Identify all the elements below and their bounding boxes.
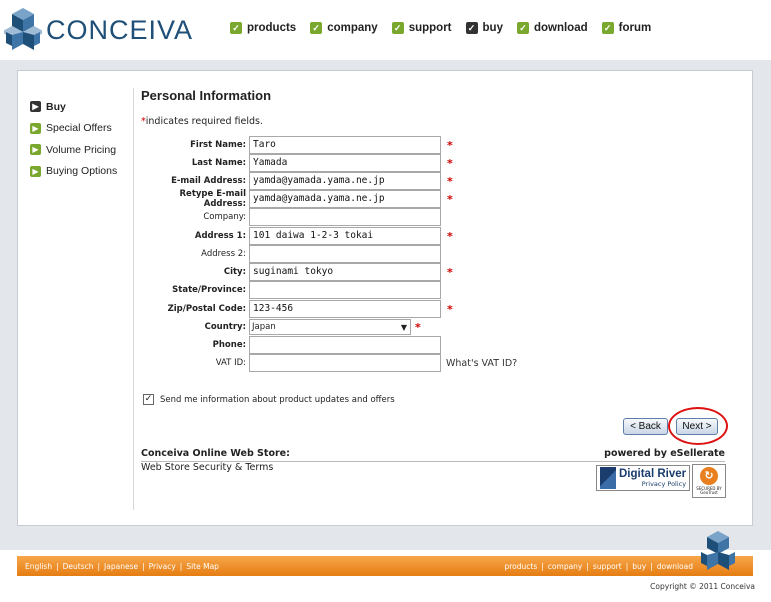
footer-link-download[interactable]: download — [656, 561, 693, 571]
footer-bar — [17, 556, 753, 576]
geotrust-icon: ↻ — [700, 467, 718, 485]
sidebar-divider — [133, 88, 134, 510]
check-icon: ✓ — [466, 22, 478, 34]
next-button[interactable]: Next > — [676, 418, 718, 435]
sidebar-item-volume-pricing[interactable]: ▶ Volume Pricing — [30, 139, 117, 161]
email-label: E-mail Address: — [171, 176, 246, 186]
footer-link-japanese[interactable]: Japanese — [104, 561, 139, 571]
check-icon: ✓ — [392, 22, 404, 34]
geotrust-text: SECURED BY GeoTrust — [696, 485, 722, 495]
nav-download[interactable]: ✓ download — [517, 22, 588, 34]
country-value: Japan — [252, 322, 276, 332]
form-row-first-name — [141, 136, 453, 154]
page-title: Personal Information — [141, 88, 272, 103]
form-row-email — [141, 172, 453, 190]
form-row-retype-email — [141, 190, 453, 208]
footer-link-deutsch[interactable]: Deutsch — [62, 561, 94, 571]
footer-link-support[interactable]: support — [592, 561, 622, 571]
arrow-right-icon: ▶ — [30, 101, 41, 112]
footer-link-privacy[interactable]: Privacy — [148, 561, 176, 571]
required-star: * — [447, 174, 453, 188]
digital-river-icon — [600, 467, 616, 489]
store-name: Conceiva Online Web Store: — [141, 448, 290, 459]
city-field[interactable]: suginami tokyo — [249, 263, 441, 281]
last-name-label: Last Name: — [191, 158, 246, 168]
powered-by[interactable]: powered by eSellerate — [604, 448, 725, 459]
nav-support[interactable]: ✓ support — [392, 22, 452, 34]
check-icon: ✓ — [517, 22, 529, 34]
required-star: * — [447, 229, 453, 243]
zip-field[interactable]: 123-456 — [249, 300, 441, 318]
required-note: *indicates required fields. — [141, 116, 263, 127]
chevron-down-icon[interactable]: ▼ — [400, 322, 408, 332]
zip-label: Zip/Postal Code: — [167, 304, 246, 314]
address-2-field[interactable] — [249, 245, 441, 263]
sidebar-item-buy[interactable]: ▶ Buy — [30, 96, 117, 118]
digital-river-badge[interactable] — [596, 465, 690, 491]
digital-river-name: Digital River — [619, 468, 687, 480]
check-icon: ✓ — [230, 22, 242, 34]
required-star: * — [447, 192, 453, 206]
footer-link-english[interactable]: English — [25, 561, 53, 571]
nav-company[interactable]: ✓ company — [310, 22, 378, 34]
vat-field[interactable] — [249, 354, 441, 372]
privacy-policy-link[interactable]: Privacy Policy — [641, 479, 687, 488]
sidebar — [30, 96, 117, 182]
footer-left-links: English | Deutsch | Japanese | Privacy | Site Map — [25, 561, 219, 571]
state-label: State/Province: — [172, 285, 246, 295]
phone-label: Phone: — [212, 340, 246, 350]
brand-name: CONCEIVA — [46, 14, 194, 45]
footer-right-links: products | company | support | buy | download — [504, 561, 693, 571]
footer-link-company[interactable]: company — [547, 561, 583, 571]
country-select[interactable] — [249, 319, 411, 335]
required-star: * — [447, 156, 453, 170]
required-star: * — [415, 320, 421, 334]
check-icon: ✓ — [602, 22, 614, 34]
nav-buy[interactable]: ✓ buy — [466, 22, 503, 34]
check-icon: ✓ — [310, 22, 322, 34]
geotrust-badge[interactable] — [692, 464, 726, 498]
retype-email-label: Retype E-mail Address: — [179, 189, 246, 209]
retype-email-field[interactable]: yamda@yamada.yama.ne.jp — [249, 190, 441, 208]
vat-label: VAT ID: — [215, 358, 246, 368]
form-row-last-name — [141, 154, 453, 172]
nav-products[interactable]: ✓ products — [230, 22, 296, 34]
back-button[interactable]: < Back — [623, 418, 668, 435]
country-label: Country: — [204, 322, 246, 332]
footer-link-products[interactable]: products — [504, 561, 538, 571]
required-star: * — [141, 116, 146, 127]
required-star: * — [447, 138, 453, 152]
footer-link-site-map[interactable]: Site Map — [186, 561, 219, 571]
footer-link-buy[interactable]: buy — [632, 561, 647, 571]
required-star: * — [447, 302, 453, 316]
arrow-right-icon: ▶ — [30, 166, 41, 177]
footer-cubes-logo-icon — [697, 530, 739, 572]
updates-opt-in — [143, 394, 395, 405]
form-row-zip — [141, 300, 453, 318]
arrow-right-icon: ▶ — [30, 123, 41, 134]
address-1-field[interactable]: 101 daiwa 1-2-3 tokai — [249, 227, 441, 245]
company-field[interactable] — [249, 208, 441, 226]
security-terms-link[interactable]: Web Store Security & Terms — [141, 462, 274, 473]
form-row-company — [141, 208, 441, 226]
cubes-logo-icon — [4, 6, 42, 52]
required-star: * — [447, 265, 453, 279]
store-line — [141, 448, 725, 459]
sidebar-item-special-offers[interactable]: ▶ Special Offers — [30, 118, 117, 140]
form-row-city — [141, 263, 453, 281]
city-label: City: — [223, 267, 246, 277]
form-row-country — [141, 318, 421, 336]
form-row-address-1 — [141, 227, 453, 245]
conceiva-logo[interactable] — [4, 6, 193, 52]
first-name-label: First Name: — [190, 140, 246, 150]
site-header — [0, 0, 771, 60]
email-field[interactable]: yamda@yamada.yama.ne.jp — [249, 172, 441, 190]
sidebar-item-buying-options[interactable]: ▶ Buying Options — [30, 161, 117, 183]
form-row-address-2 — [141, 245, 441, 263]
state-field[interactable] — [249, 281, 441, 299]
arrow-right-icon: ▶ — [30, 144, 41, 155]
address-2-label: Address 2: — [201, 249, 246, 259]
nav-forum[interactable]: ✓ forum — [602, 22, 652, 34]
first-name-field[interactable]: Taro — [249, 136, 441, 154]
company-label: Company: — [203, 212, 246, 222]
updates-checkbox[interactable]: ✓ — [144, 394, 153, 404]
vat-help-link[interactable]: What's VAT ID? — [446, 357, 518, 369]
last-name-field[interactable]: Yamada — [249, 154, 441, 172]
copyright: Copyright © 2011 Conceiva — [650, 582, 755, 591]
updates-label: Send me information about product updates and offers — [160, 394, 395, 405]
form-row-state — [141, 281, 441, 299]
top-nav — [230, 22, 651, 34]
form-row-phone — [141, 336, 441, 354]
phone-field[interactable] — [249, 336, 441, 354]
form-row-vat — [141, 354, 517, 372]
address-1-label: Address 1: — [194, 231, 246, 241]
